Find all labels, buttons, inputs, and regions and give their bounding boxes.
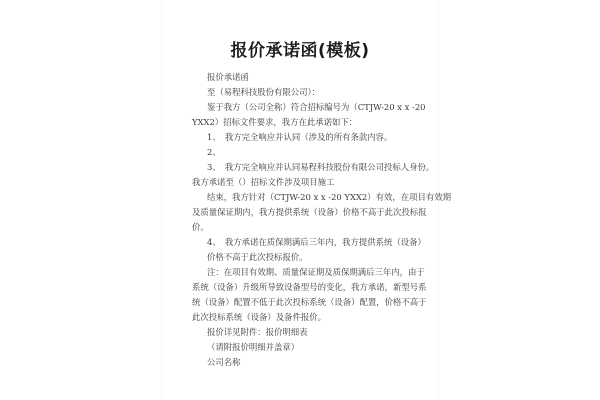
item-1-line: 1、 我方完全响应并认同（涉及的所有条款内容。 (207, 132, 393, 142)
attachment-line: 报价详见附件：报价明细表 (207, 327, 308, 337)
body-line: 结束，我方针对（CTJW-20 x x -20 YXX2）有效，在项目有效期 (207, 192, 451, 202)
company-name-label: 公司名称 (207, 357, 241, 367)
document-title: 报价承诺函(模板) (230, 41, 370, 61)
note-line: 统（设备）配置不低于此次投标系统（设备）配置，价格不高于 (192, 297, 427, 307)
salutation-heading: 报价承诺函 (207, 72, 249, 82)
item-2-line: 2、 (207, 147, 221, 157)
body-line: 价。 (192, 222, 209, 232)
body-line: 我方承诺至（）招标文件涉及项目施工 (192, 177, 335, 187)
note-line: 此次投标系统（设备）及备件报价。 (192, 312, 326, 322)
note-line: 注：在项目有效期、质量保证期及质保期满后三年内，由于 (207, 267, 425, 277)
addressee-line: 至（易程科技股份有限公司）： (207, 87, 321, 97)
body-line: 鉴于我方（公司全称）符合招标编号为（CTJW-20 x x -20 (207, 102, 426, 112)
body-line: YXX2）招标文件要求，我方在此承诺如下： (192, 117, 358, 127)
item-3-line: 3、 我方完全响应并认同易程科技股份有限公司投标人身份。 (207, 162, 435, 172)
item-4-line: 4、 我方承诺在质保期满后三年内，我方提供系统（设备） (207, 237, 426, 247)
body-line: 及质量保证期内，我方提供系统（设备）价格不高于此次投标报 (192, 207, 427, 217)
attachment-note: （请附报价明细并盖章） (207, 342, 300, 352)
body-line: 价格不高于此次投标报价。 (207, 252, 308, 262)
note-line: 系统（设备）升级所导致设备型号的变化，我方承诺，新型号系 (192, 282, 427, 292)
